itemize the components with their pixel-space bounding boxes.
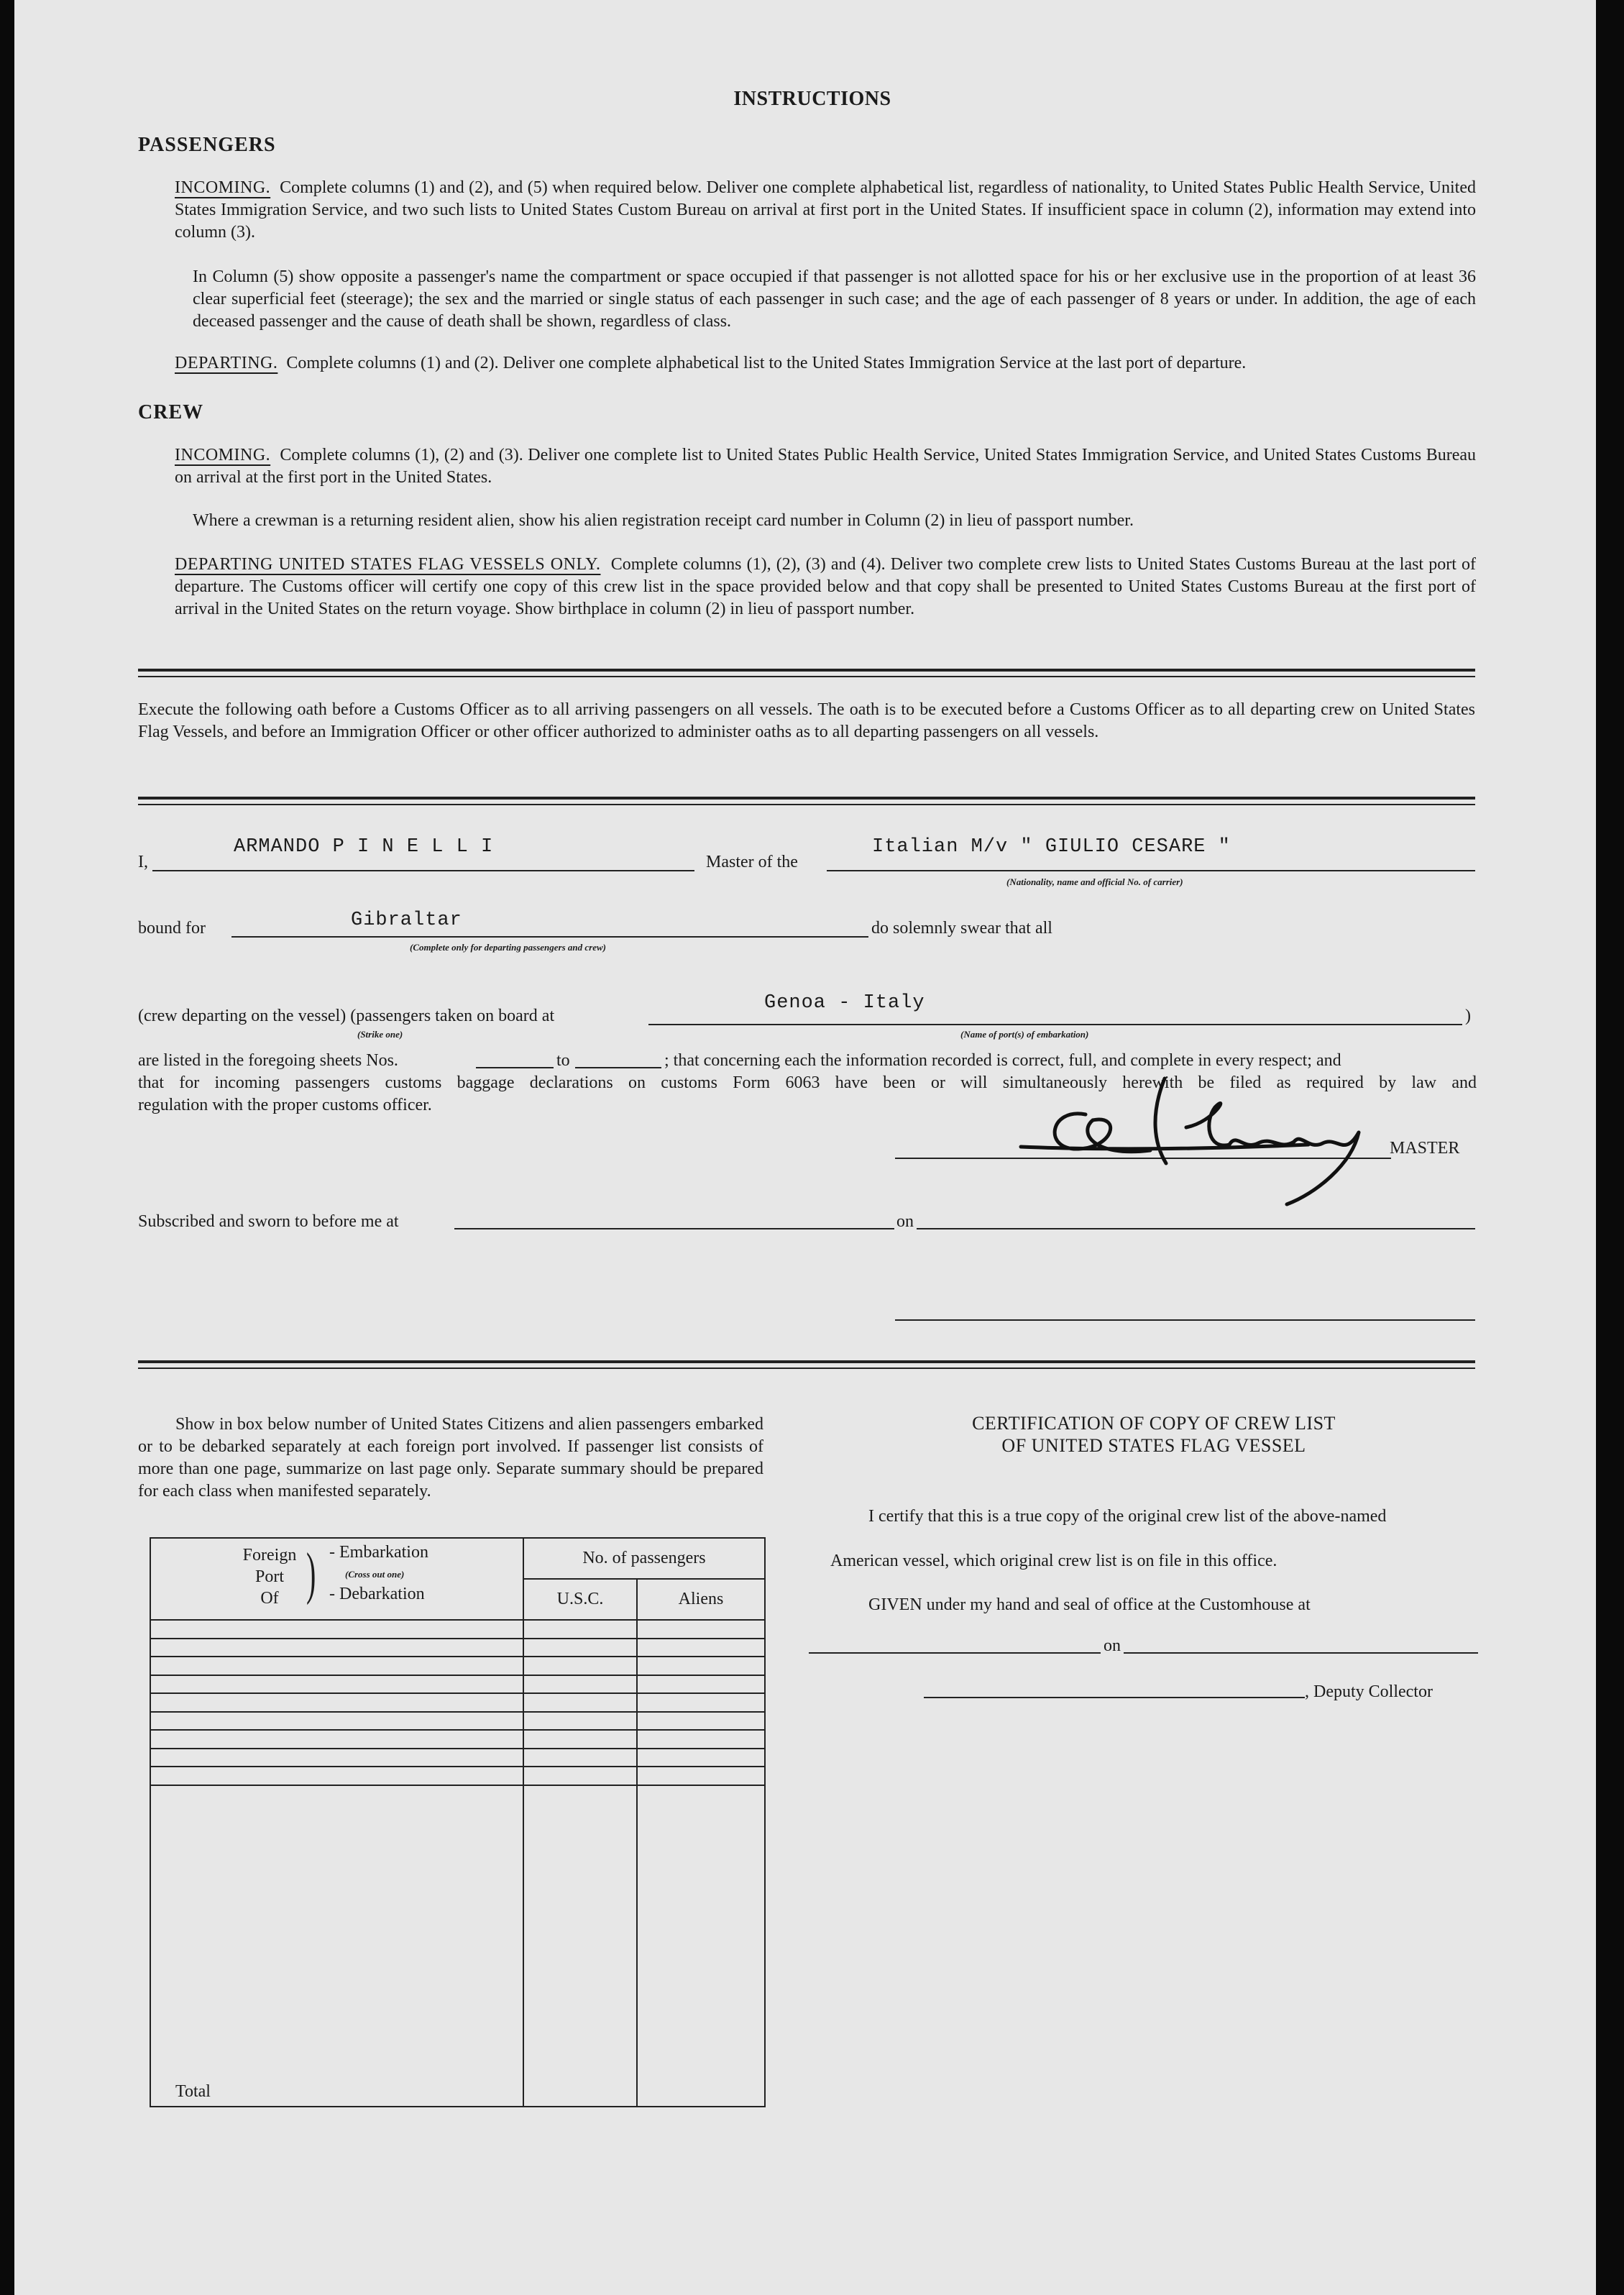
certification-line-2: American vessel, which original crew list is on file in this office.: [830, 1552, 1277, 1570]
listed-to: to: [556, 1051, 570, 1070]
table-row: [150, 1657, 765, 1675]
passenger-summary-table: [150, 1537, 766, 2107]
port-header-cell: [150, 1538, 523, 1620]
brace-icon: ): [306, 1542, 316, 1605]
bound-for-label: bound for: [138, 919, 206, 938]
usc-header: U.S.C.: [523, 1579, 637, 1620]
crew-departing-text: (crew departing on the vessel) (passengers taken on board at: [138, 1007, 555, 1025]
certification-on-label: on: [1104, 1636, 1121, 1655]
passengers-departing-text: Complete columns (1) and (2). Deliver one complete alphabetical list to the United States Immigration Service at the last port of departure.: [286, 354, 1247, 372]
aliens-cell[interactable]: [637, 1620, 765, 1639]
divider: [138, 669, 1475, 672]
usc-cell[interactable]: [523, 1749, 637, 1767]
usc-cell[interactable]: [523, 1730, 637, 1749]
subscribed-on-label: on: [896, 1212, 914, 1231]
aliens-header: Aliens: [637, 1579, 765, 1620]
deputy-signature-line: [924, 1697, 1305, 1698]
certification-line-3: GIVEN under my hand and seal of office at the Customhouse at: [868, 1595, 1311, 1614]
master-signature: [999, 1064, 1373, 1215]
vessel-caption: (Nationality, name and official No. of carrier): [1006, 876, 1183, 887]
crew-incoming-paragraph: [175, 444, 1476, 489]
listed-text-a: are listed in the foregoing sheets Nos.: [138, 1051, 398, 1070]
subscribed-label: Subscribed and sworn to before me at: [138, 1212, 399, 1231]
port-line: [648, 1024, 1462, 1025]
aliens-cell[interactable]: [637, 1657, 765, 1675]
aliens-cell[interactable]: [637, 1767, 765, 1785]
usc-cell[interactable]: [523, 1657, 637, 1675]
embarkation-label: - Embarkation: [329, 1543, 428, 1562]
bound-caption: (Complete only for departing passengers and crew): [410, 942, 606, 953]
oath-i-label: I,: [138, 853, 148, 871]
swear-text: do solemnly swear that all: [871, 919, 1052, 938]
usc-cell[interactable]: [523, 1767, 637, 1785]
vessel-name: Italian M/v " GIULIO CESARE ": [872, 836, 1231, 858]
crew-departing-paragraph: [175, 554, 1476, 620]
table-row: [150, 1675, 765, 1694]
port-cell[interactable]: [150, 1620, 523, 1639]
crew-heading: CREW: [138, 401, 204, 423]
debarkation-label: - Debarkation: [329, 1585, 425, 1603]
aliens-cell[interactable]: [637, 1749, 765, 1767]
certification-date-line: [1124, 1652, 1478, 1654]
port-cell[interactable]: [150, 1693, 523, 1712]
no-passengers-header: No. of passengers: [523, 1538, 765, 1579]
subscribed-place-line: [454, 1228, 894, 1229]
crew-incoming-label: INCOMING.: [175, 446, 271, 464]
certification-title-line-1: CERTIFICATION OF COPY OF CREW LIST: [972, 1413, 1336, 1434]
aliens-cell[interactable]: [637, 1712, 765, 1731]
divider: [138, 797, 1475, 800]
table-row: [150, 1749, 765, 1767]
master-of-label: Master of the: [706, 853, 798, 871]
table-row: [150, 1620, 765, 1639]
bound-for-line: [231, 936, 868, 938]
table-row: [150, 1712, 765, 1731]
usc-cell[interactable]: [523, 1620, 637, 1639]
table-row: [150, 1639, 765, 1657]
aliens-cell[interactable]: [637, 1730, 765, 1749]
sheet-from-line: [476, 1067, 554, 1068]
table-row: [150, 1730, 765, 1749]
foreign-label: Foreign: [242, 1546, 297, 1565]
port-cell[interactable]: [150, 1712, 523, 1731]
port-caption: (Name of port(s) of embarkation): [960, 1029, 1089, 1040]
cross-out-caption: (Cross out one): [345, 1569, 405, 1580]
port-cell[interactable]: [150, 1675, 523, 1694]
passengers-incoming-paragraph: [175, 177, 1476, 244]
master-name-line: [152, 870, 694, 871]
port-cell[interactable]: [150, 1767, 523, 1785]
master-name: ARMANDO P I N E L L I: [234, 836, 494, 858]
page-title: INSTRUCTIONS: [733, 88, 891, 110]
passengers-incoming-label: INCOMING.: [175, 178, 271, 197]
of-label: Of: [260, 1589, 279, 1608]
close-paren: ): [1465, 1007, 1471, 1025]
port-cell[interactable]: [150, 1657, 523, 1675]
passengers-column5-paragraph: In Column (5) show opposite a passenger's name the compartment or space occupied if that passenger is not allotted space for his or her exclusive use in the proportion of at least 36 clear superficial feet (steerage); the sex and the married or single status of each passenger in such case; and the age of each passenger of 8 years or under. In addition, the age of each deceased passenger and the cause of death shall be shown, regardless of class.: [193, 267, 1476, 331]
total-usc-cell[interactable]: [523, 1785, 637, 2107]
usc-cell[interactable]: [523, 1712, 637, 1731]
passengers-incoming-text: Complete columns (1) and (2), and (5) when required below. Deliver one complete alphabetical list, regardless of nationality, to United States Public Health Service, United States Immigration Service, and two such lists to United States Custom Bureau on arrival at first port in the United States. If insufficient space in column (2), information may extend into column (3).: [175, 178, 1476, 242]
master-label: MASTER: [1390, 1139, 1460, 1158]
sheet-to-line: [575, 1067, 661, 1068]
usc-cell[interactable]: [523, 1639, 637, 1657]
divider: [138, 1368, 1475, 1369]
aliens-cell[interactable]: [637, 1675, 765, 1694]
port-cell[interactable]: [150, 1749, 523, 1767]
aliens-cell[interactable]: [637, 1639, 765, 1657]
deputy-collector-label: , Deputy Collector: [1305, 1682, 1433, 1701]
customhouse-line: [809, 1652, 1101, 1654]
subscribed-date-line: [917, 1228, 1475, 1229]
officer-signature-line: [895, 1319, 1475, 1321]
port-cell[interactable]: [150, 1730, 523, 1749]
listed-text-b: ; that concerning each the information recorded is correct, full, and complete in every respect; and: [664, 1051, 1341, 1070]
usc-cell[interactable]: [523, 1675, 637, 1694]
certification-title-line-2: OF UNITED STATES FLAG VESSEL: [1001, 1435, 1306, 1456]
certification-title: [812, 1412, 1495, 1457]
port-cell[interactable]: [150, 1639, 523, 1657]
total-row: [150, 1785, 765, 2107]
divider: [138, 1360, 1475, 1363]
crew-resident-paragraph: Where a crewman is a returning resident alien, show his alien registration receipt card number in Column (2) in lieu of passport number.: [193, 511, 1134, 530]
bound-for-value: Gibraltar: [351, 910, 462, 931]
aliens-cell[interactable]: [637, 1693, 765, 1712]
listed-line-2: that for incoming passengers customs baggage declarations on customs Form 6063 have been or will simultaneously herewith be filed as required by law and: [138, 1073, 1477, 1092]
crew-departing-label: DEPARTING UNITED STATES FLAG VESSELS ONLY.: [175, 555, 601, 574]
total-label: Total: [150, 1785, 523, 2107]
divider: [138, 676, 1475, 677]
port-value: Genoa - Italy: [764, 992, 925, 1014]
passengers-departing-label: DEPARTING.: [175, 354, 278, 372]
oath-intro: Execute the following oath before a Customs Officer as to all arriving passengers on all vessels. The oath is to be executed before a Customs Officer as to all departing crew on United States Flag Vessels, and before an Immigration Officer or other officer authorized to administer oaths as to all departing passengers on all vessels.: [138, 700, 1475, 741]
passengers-departing-paragraph: [175, 352, 1476, 375]
strike-caption: (Strike one): [357, 1029, 403, 1040]
listed-line-3: regulation with the proper customs officer.: [138, 1096, 432, 1114]
usc-cell[interactable]: [523, 1693, 637, 1712]
certification-line-1: I certify that this is a true copy of the original crew list of the above-named: [868, 1507, 1387, 1526]
divider: [138, 804, 1475, 805]
table-row: [150, 1693, 765, 1712]
port-label: Port: [254, 1567, 284, 1586]
crew-incoming-text: Complete columns (1), (2) and (3). Deliver one complete list to United States Public Health Service, United States Immigration Service, and United States Customs Bureau on arrival at the first port in the United States.: [175, 446, 1476, 487]
table-row: [150, 1767, 765, 1785]
crew-departing-text: Complete columns (1), (2), (3) and (4). Deliver two complete crew lists to United States Customs Bureau at the last port of departure. The Customs officer will certify one copy of this crew list in the space provided below and that copy shall be presented to United States Customs Bureau at the first port of arrival in the United States on the return voyage. Show birthplace in column (2) in lieu of passport number.: [175, 555, 1476, 618]
summary-instructions: Show in box below number of United States Citizens and alien passengers embarked or to be debarked separately at each foreign port involved. If passenger list consists of more than one page, summarize on last page only. Separate summary should be prepared for each class when manifested separately.: [138, 1415, 763, 1501]
passengers-heading: PASSENGERS: [138, 134, 276, 156]
total-aliens-cell[interactable]: [637, 1785, 765, 2107]
vessel-line: [827, 870, 1475, 871]
